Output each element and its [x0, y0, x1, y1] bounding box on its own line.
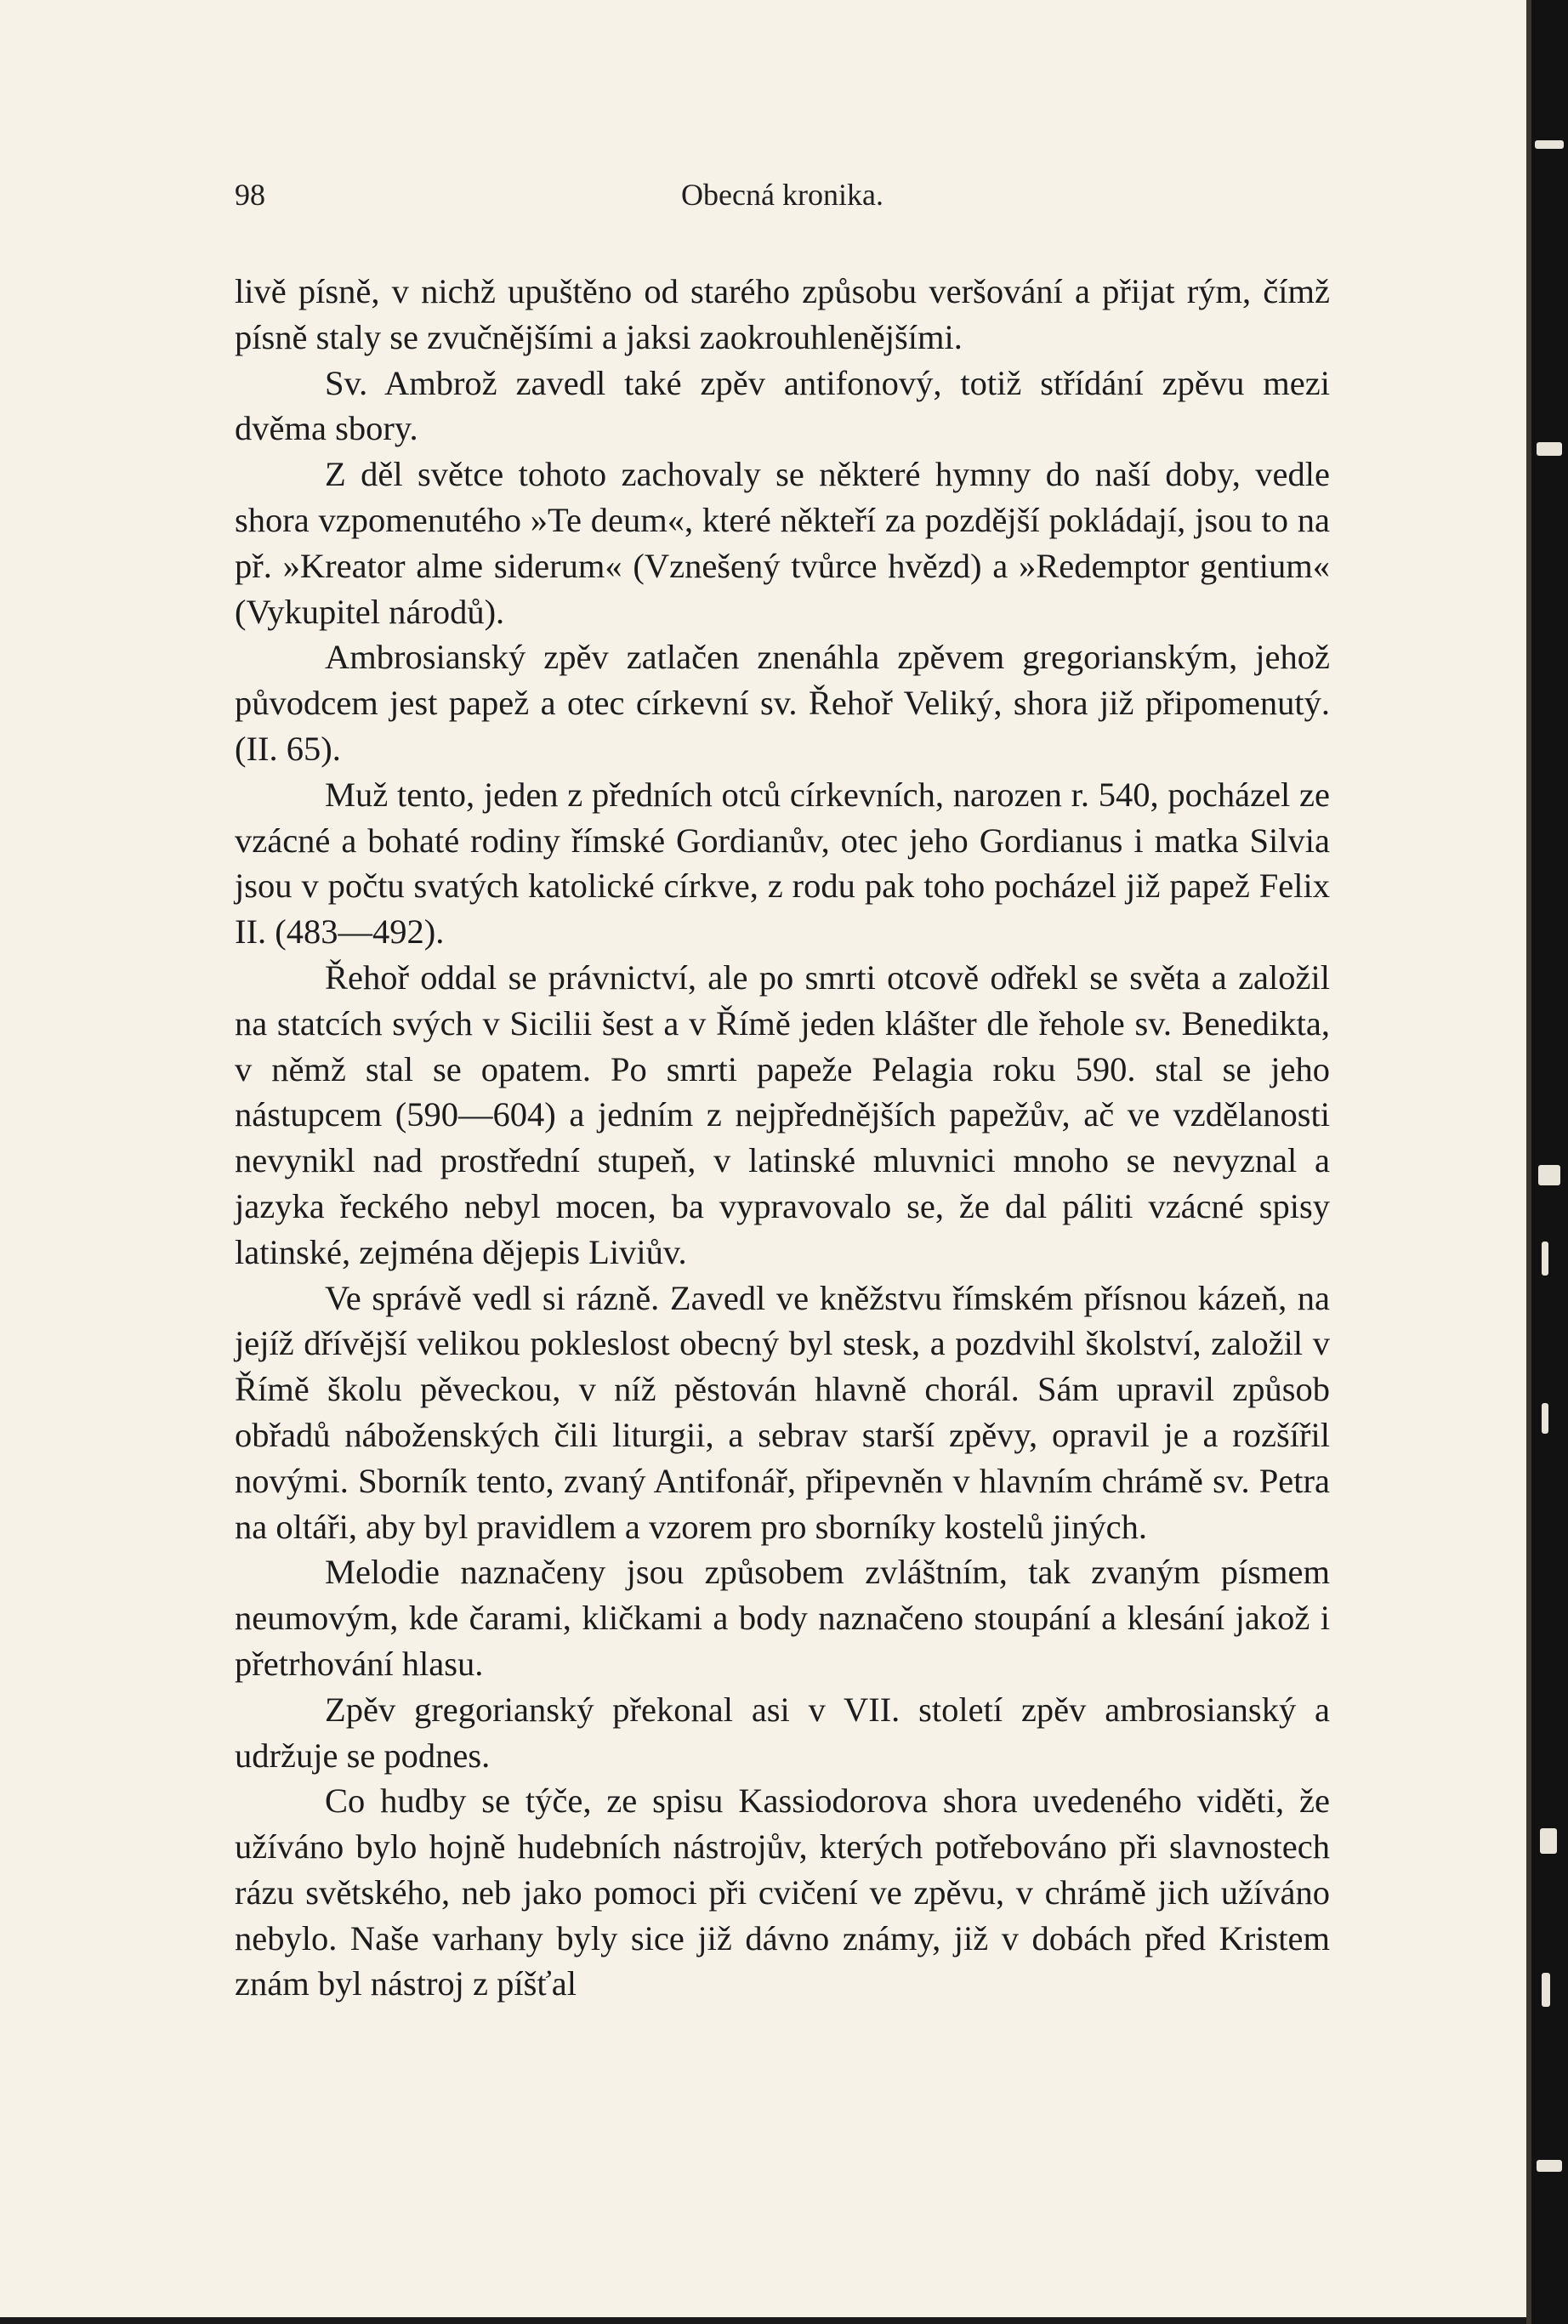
- book-binding-edge: [1526, 0, 1568, 2324]
- paragraph: Zpěv gregorianský překonal asi v VII. století zpěv ambrosianský a udržuje se podnes.: [235, 1690, 1330, 1775]
- paragraph: Muž tento, jeden z předních otců církevních, narozen r. 540, pocházel ze vzácné a bohaté rodiny římské Gordianův, otec jeho Gordianus i matka Silvia jsou v počtu svatých katolické církve, z rodu pak toho pocházel již papež Felix II. (483—492).: [235, 775, 1330, 952]
- running-title: Obecná kronika.: [681, 178, 883, 212]
- page-edge-shadow: [1526, 0, 1531, 2324]
- paragraph: Řehoř oddal se právnictví, ale po smrti otcově odřekl se světa a založil na statcích svých v Sicilii šest a v Římě jeden klášter dle řehole sv. Benedikta, v němž stal se opatem. Po smrti papeže Pelagia roku 590. stal se jeho nástupcem (590—604) a jedním z nejpřednějších papežův, ač ve vzdělanosti nevynikl nad prostřední stupeň, v latinské mluvnici mnoho se nevyznal a jazyka řeckého nebyl mocen, ba vypravovalo se, že dal páliti vzácné spisy latinské, zejména dějepis Liviův.: [235, 957, 1330, 1271]
- binding-tab-mark: [1542, 1403, 1548, 1434]
- paragraph: Ve správě vedl si rázně. Zavedl ve kněžstvu římském přísnou kázeň, na jejíž dřívější velikou pokleslost obecný byl stesk, a pozdvihl školství, založil v Římě školu pěveckou, v níž pěstován hlavně chorál. Sám upravil způsob obřadů náboženských čili liturgii, a sebrav starší zpěvy, opravil je a rozšířil novými. Sborník tento, zvaný Antifonář, připevněn v hlavním chrámě sv. Petra na oltáři, aby byl pravidlem a vzorem pro sborníky kostelů jiných.: [235, 1278, 1330, 1546]
- page-number: 98: [235, 178, 265, 212]
- paragraph: Co hudby se týče, ze spisu Kassiodorova shora uvedeného viděti, že užíváno bylo hojně hudebních nástrojův, kterých potřebováno při slavnostech rázu světského, neb jako pomoci při cvičení ve zpěvu, v chrámě jich užíváno nebylo. Naše varhany byly sice již dávno známy, již v dobách před Kristem znám byl nástroj z píšťal: [235, 1781, 1330, 2003]
- binding-tab-mark: [1538, 1165, 1560, 1185]
- paragraph: Z děl světce tohoto zachovaly se některé hymny do naší doby, vedle shora vzpomenutého »Te deum«, které někteří za pozdější pokládají, jsou to na př. »Kreator alme siderum« (Vznešený tvůrce hvězd) a »Redemptor gentium« (Vykupitel národů).: [235, 455, 1330, 631]
- paragraph-continuation: livě písně, v nichž upuštěno od starého způsobu veršování a přijat rým, čímž písně staly se zvučnějšími a jaksi zaokrouhlenějšími.: [235, 272, 1330, 356]
- body-text: [235, 269, 1330, 2007]
- binding-tab-mark: [1542, 1242, 1548, 1276]
- paragraph: Melodie naznačeny jsou způsobem zvláštním, tak zvaným písmem neumovým, kde čarami, kličkami a body naznačeno stoupání a klesání jakož i přetrhování hlasu.: [235, 1553, 1330, 1683]
- page-header: [235, 177, 1330, 219]
- binding-tab-mark: [1535, 140, 1564, 149]
- paragraph: Sv. Ambrož zavedl také zpěv antifonový, totiž střídání zpěvu mezi dvěma sbory.: [235, 363, 1330, 448]
- binding-tab-mark: [1537, 442, 1562, 456]
- binding-tab-mark: [1542, 1973, 1550, 2007]
- paragraph: Ambrosianský zpěv zatlačen znenáhla zpěvem gregorianským, jehož původcem jest papež a otec církevní sv. Řehoř Veliký, shora již připomenutý. (II. 65).: [235, 638, 1330, 768]
- binding-tab-mark: [1537, 2160, 1562, 2172]
- binding-tab-mark: [1540, 1828, 1557, 1854]
